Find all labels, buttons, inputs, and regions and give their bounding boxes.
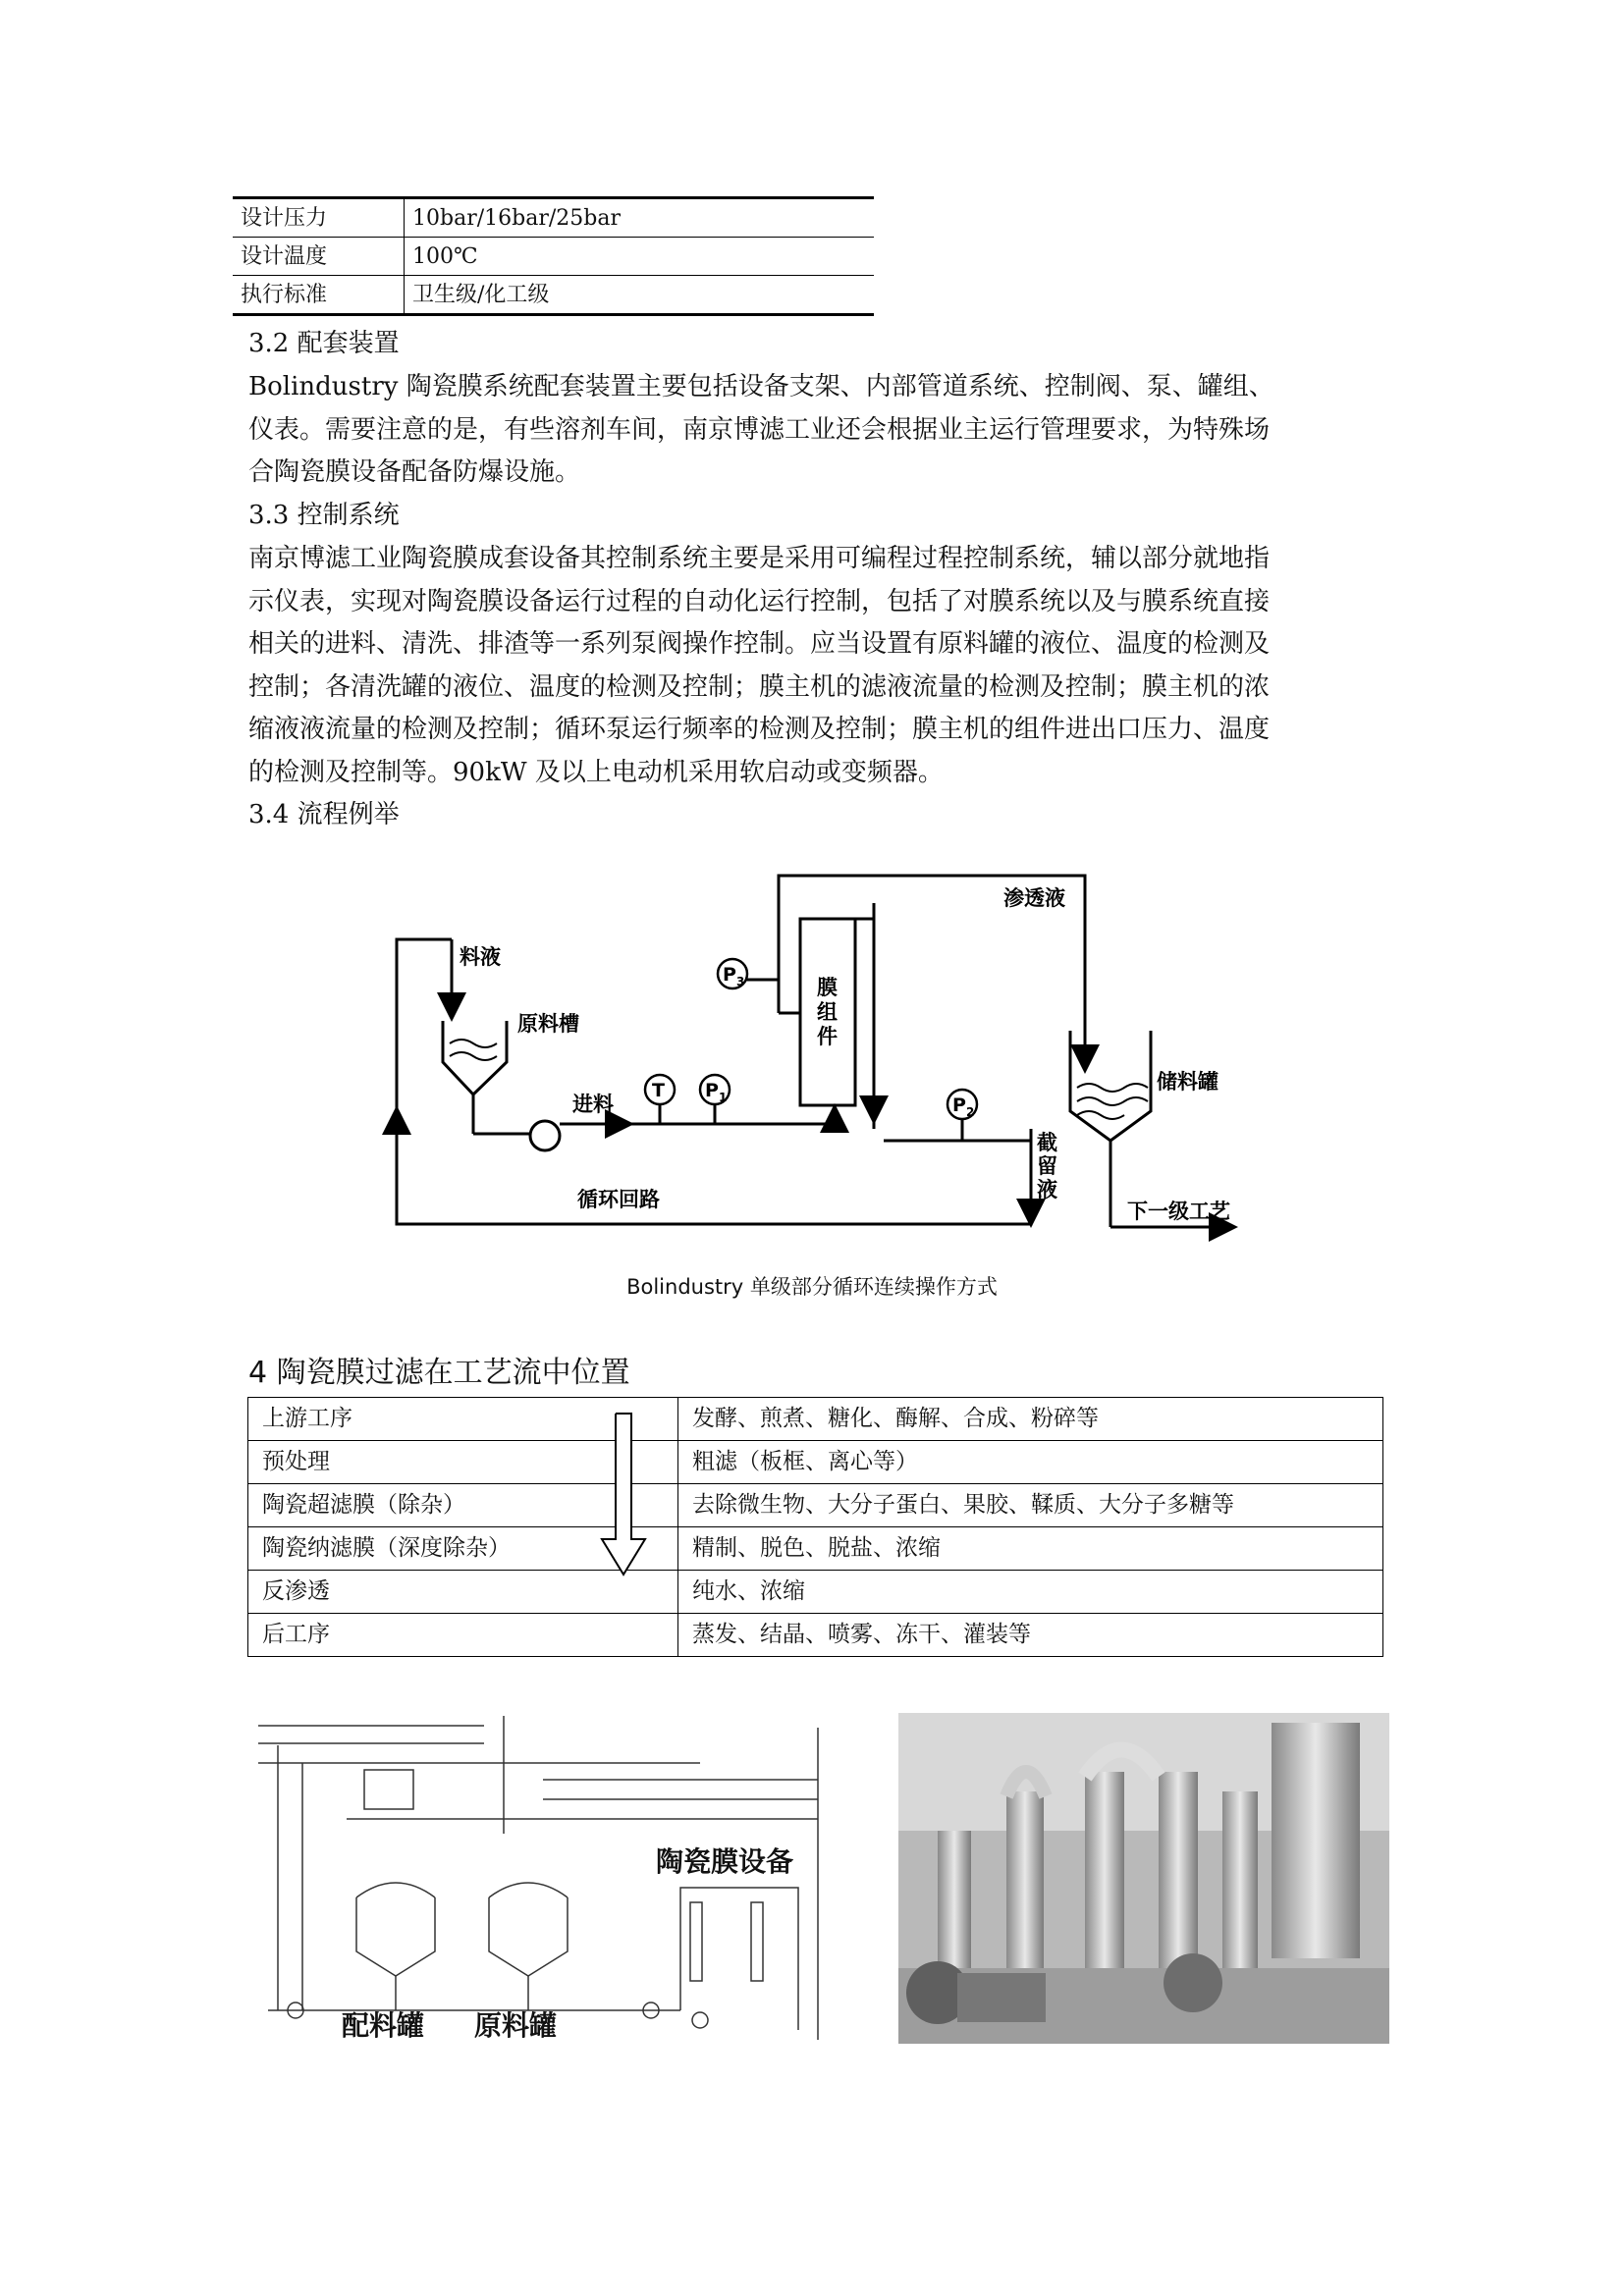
equipment-photo <box>898 1713 1389 2044</box>
spec-value: 10bar/16bar/25bar <box>412 206 621 231</box>
table-row <box>248 1441 1383 1484</box>
pid-label-mixing-tank: 配料罐 <box>342 2009 425 2042</box>
text-line: 相关的进料、清洗、排渣等一系列泵阀操作控制。应当设置有原料罐的液位、温度的检测及 <box>248 629 1271 659</box>
desc-cell: 蒸发、结晶、喷雾、冻干、灌装等 <box>678 1614 1383 1657</box>
label-raw-tank: 原料槽 <box>517 1012 579 1036</box>
text-line: 的检测及控制等。90kW 及以上电动机采用软启动或变频器。 <box>248 757 944 787</box>
label-retentate-2: 留 <box>1037 1154 1057 1178</box>
gauge-p3-label: P <box>723 964 736 986</box>
gauge-t-label: T <box>652 1080 665 1101</box>
label-next-process: 下一级工艺 <box>1127 1200 1230 1223</box>
desc-cell: 纯水、浓缩 <box>678 1571 1383 1614</box>
section-3-2-title: 3.2 配套装置 <box>248 329 400 358</box>
text-line: 缩液液流量的检测及控制；循环泵运行频率的检测及控制；膜主机的组件进出口压力、温度 <box>248 715 1271 744</box>
section-3-4-title: 3.4 流程例举 <box>248 800 400 829</box>
desc-cell: 去除微生物、大分子蛋白、果胶、鞣质、大分子多糖等 <box>678 1484 1383 1527</box>
label-storage-tank: 储料罐 <box>1157 1070 1218 1094</box>
desc-cell: 发酵、煎煮、糖化、酶解、合成、粉碎等 <box>678 1398 1383 1441</box>
stage-cell: 陶瓷纳滤膜（深度除杂） <box>248 1527 678 1571</box>
desc-cell: 粗滤（板框、离心等） <box>678 1441 1383 1484</box>
label-module-1: 膜 <box>817 976 838 999</box>
table-row <box>248 1527 1383 1571</box>
text-line: Bolindustry 陶瓷膜系统配套装置主要包括设备支架、内部管道系统、控制阀、泵、罐组、 <box>248 372 1274 401</box>
down-arrow-icon <box>599 1412 648 1578</box>
label-retentate-3: 液 <box>1037 1178 1057 1201</box>
table-row <box>248 1398 1383 1441</box>
spec-key: 设计温度 <box>233 238 405 276</box>
text-line: 南京博滤工业陶瓷膜成套设备其控制系统主要是采用可编程过程控制系统，辅以部分就地指 <box>248 544 1271 573</box>
pid-label-raw-tank: 原料罐 <box>474 2009 558 2042</box>
table-row <box>248 1571 1383 1614</box>
desc-cell: 精制、脱色、脱盐、浓缩 <box>678 1527 1383 1571</box>
text-line: 合陶瓷膜设备配备防爆设施。 <box>248 457 581 487</box>
table-row <box>248 1614 1383 1657</box>
label-feed-liquid: 料液 <box>460 945 501 969</box>
pid-drawing <box>248 1716 828 2050</box>
label-feed: 进料 <box>572 1093 614 1116</box>
spec-value: 卫生级/化工级 <box>405 276 875 315</box>
spec-value: 100℃ <box>405 238 875 276</box>
label-module-2: 组 <box>817 1000 838 1024</box>
table-row <box>248 1484 1383 1527</box>
diagram-caption: Bolindustry 单级部分循环连续操作方式 <box>626 1275 998 1299</box>
spec-key: 执行标准 <box>233 276 405 315</box>
stage-cell: 后工序 <box>248 1614 678 1657</box>
label-loop: 循环回路 <box>577 1188 660 1211</box>
label-permeate: 渗透液 <box>1003 886 1065 910</box>
gauge-p1-label: P <box>705 1080 719 1101</box>
stage-cell: 预处理 <box>248 1441 678 1484</box>
text-line: 控制；各清洗罐的液位、温度的检测及控制；膜主机的滤液流量的检测及控制；膜主机的浓 <box>248 671 1271 702</box>
section-4-title: 4 陶瓷膜过滤在工艺流中位置 <box>248 1356 630 1390</box>
spec-key: 设计压力 <box>233 198 405 238</box>
pid-label-ceramic-equipment: 陶瓷膜设备 <box>656 1845 794 1878</box>
gauge-p2-label: P <box>952 1095 966 1116</box>
stage-cell: 反渗透 <box>248 1571 678 1614</box>
gauge-p1-subscript: 1 <box>719 1091 728 1104</box>
section-3-3-title: 3.3 控制系统 <box>248 501 400 530</box>
text-line: 仪表。需要注意的是，有些溶剂车间，南京博滤工业还会根据业主运行管理要求，为特殊场 <box>248 414 1271 445</box>
label-retentate-1: 截 <box>1037 1131 1057 1154</box>
process-position-table <box>247 1397 1383 1657</box>
gauge-p3-subscript: 3 <box>736 975 745 988</box>
gauge-p2-subscript: 2 <box>966 1105 975 1119</box>
text-line: 示仪表，实现对陶瓷膜设备运行过程的自动化运行控制，包括了对膜系统以及与膜系统直接 <box>248 586 1271 616</box>
stage-cell: 上游工序 <box>248 1398 678 1441</box>
stage-cell: 陶瓷超滤膜（除杂） <box>248 1484 678 1527</box>
label-module-3: 件 <box>817 1025 838 1048</box>
